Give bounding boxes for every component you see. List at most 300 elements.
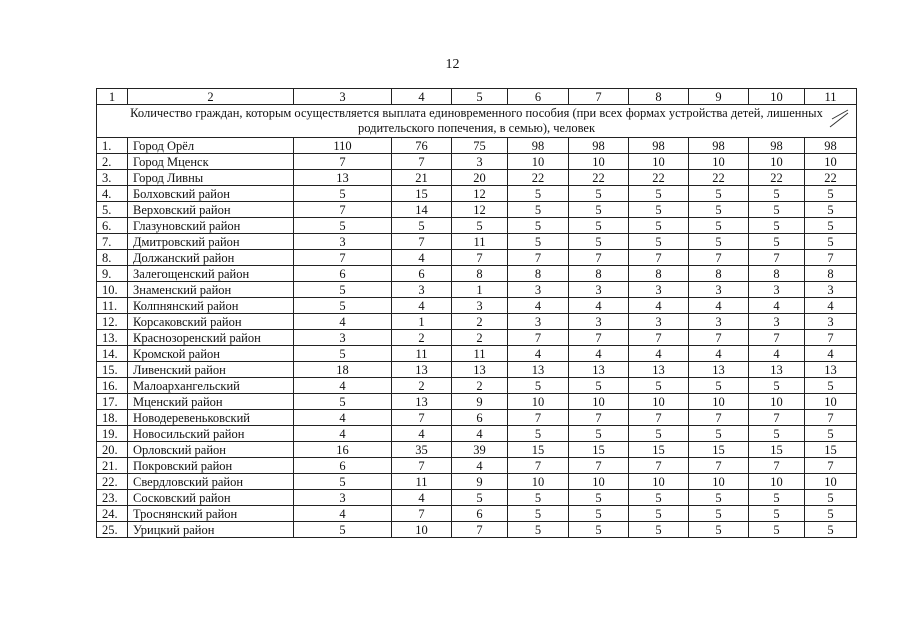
value-cell: 8 (689, 266, 749, 282)
value-cell: 4 (392, 298, 452, 314)
table-row (97, 250, 857, 266)
value-cell: 3 (689, 282, 749, 298)
value-cell: 110 (294, 138, 392, 154)
value-cell: 4 (569, 298, 629, 314)
value-cell: 10 (749, 154, 805, 170)
value-cell: 7 (629, 458, 689, 474)
value-cell: 3 (508, 282, 569, 298)
value-cell: 5 (629, 378, 689, 394)
table-row (97, 346, 857, 362)
value-cell: 7 (749, 458, 805, 474)
district-name: Корсаковский район (128, 314, 294, 330)
value-cell: 5 (805, 186, 857, 202)
value-cell: 10 (749, 394, 805, 410)
value-cell: 10 (569, 154, 629, 170)
value-cell: 10 (508, 474, 569, 490)
value-cell: 22 (749, 170, 805, 186)
district-name: Новодеревеньковский (128, 410, 294, 426)
value-cell: 4 (392, 426, 452, 442)
row-number: 14. (97, 346, 128, 362)
value-cell: 12 (452, 202, 508, 218)
value-cell: 7 (392, 234, 452, 250)
table-caption (97, 105, 857, 138)
district-name: Орловский район (128, 442, 294, 458)
district-name: Свердловский район (128, 474, 294, 490)
value-cell: 10 (508, 394, 569, 410)
value-cell: 5 (294, 346, 392, 362)
value-cell: 7 (569, 330, 629, 346)
value-cell: 5 (294, 282, 392, 298)
value-cell: 7 (508, 250, 569, 266)
value-cell: 5 (452, 490, 508, 506)
table-row (97, 202, 857, 218)
row-number: 12. (97, 314, 128, 330)
value-cell: 13 (392, 394, 452, 410)
row-number: 13. (97, 330, 128, 346)
row-number: 6. (97, 218, 128, 234)
value-cell: 4 (629, 298, 689, 314)
value-cell: 98 (629, 138, 689, 154)
value-cell: 4 (392, 490, 452, 506)
value-cell: 5 (805, 378, 857, 394)
value-cell: 7 (452, 250, 508, 266)
value-cell: 98 (508, 138, 569, 154)
value-cell: 4 (294, 378, 392, 394)
value-cell: 5 (629, 522, 689, 538)
value-cell: 10 (569, 474, 629, 490)
value-cell: 5 (569, 522, 629, 538)
value-cell: 5 (294, 522, 392, 538)
value-cell: 3 (629, 282, 689, 298)
header-cell: 1 (97, 89, 128, 105)
value-cell: 5 (508, 490, 569, 506)
value-cell: 8 (805, 266, 857, 282)
value-cell: 4 (294, 426, 392, 442)
value-cell: 7 (569, 410, 629, 426)
value-cell: 20 (452, 170, 508, 186)
value-cell: 5 (569, 218, 629, 234)
value-cell: 7 (629, 410, 689, 426)
table-row (97, 154, 857, 170)
value-cell: 5 (629, 506, 689, 522)
value-cell: 13 (452, 362, 508, 378)
row-number: 21. (97, 458, 128, 474)
value-cell: 76 (392, 138, 452, 154)
district-name: Новосильский район (128, 426, 294, 442)
value-cell: 5 (689, 202, 749, 218)
pen-mark-icon (828, 107, 850, 129)
value-cell: 7 (629, 250, 689, 266)
value-cell: 5 (689, 218, 749, 234)
value-cell: 15 (805, 442, 857, 458)
value-cell: 5 (569, 378, 629, 394)
value-cell: 12 (452, 186, 508, 202)
header-cell: 9 (689, 89, 749, 105)
row-number: 20. (97, 442, 128, 458)
value-cell: 8 (569, 266, 629, 282)
value-cell: 5 (749, 426, 805, 442)
row-number: 17. (97, 394, 128, 410)
value-cell: 7 (689, 410, 749, 426)
value-cell: 5 (689, 234, 749, 250)
value-cell: 9 (452, 394, 508, 410)
value-cell: 4 (392, 250, 452, 266)
value-cell: 5 (392, 218, 452, 234)
value-cell: 7 (805, 410, 857, 426)
value-cell: 75 (452, 138, 508, 154)
value-cell: 7 (392, 458, 452, 474)
value-cell: 13 (392, 362, 452, 378)
value-cell: 5 (508, 522, 569, 538)
value-cell: 4 (689, 298, 749, 314)
district-name: Глазуновский район (128, 218, 294, 234)
value-cell: 7 (294, 202, 392, 218)
value-cell: 5 (569, 506, 629, 522)
value-cell: 5 (805, 234, 857, 250)
value-cell: 3 (749, 282, 805, 298)
value-cell: 2 (452, 330, 508, 346)
value-cell: 5 (749, 490, 805, 506)
value-cell: 35 (392, 442, 452, 458)
header-cell: 4 (392, 89, 452, 105)
table-row (97, 314, 857, 330)
district-name: Сосковский район (128, 490, 294, 506)
value-cell: 5 (508, 202, 569, 218)
value-cell: 4 (749, 346, 805, 362)
table-row (97, 234, 857, 250)
district-name: Знаменский район (128, 282, 294, 298)
value-cell: 21 (392, 170, 452, 186)
header-cell: 7 (569, 89, 629, 105)
row-number: 9. (97, 266, 128, 282)
value-cell: 7 (805, 250, 857, 266)
value-cell: 5 (508, 234, 569, 250)
value-cell: 4 (294, 410, 392, 426)
table-row (97, 378, 857, 394)
row-number: 2. (97, 154, 128, 170)
value-cell: 11 (392, 346, 452, 362)
district-name: Краснозоренский район (128, 330, 294, 346)
value-cell: 15 (508, 442, 569, 458)
value-cell: 3 (452, 154, 508, 170)
value-cell: 3 (569, 282, 629, 298)
value-cell: 6 (452, 410, 508, 426)
value-cell: 11 (452, 234, 508, 250)
value-cell: 7 (392, 506, 452, 522)
header-cell: 5 (452, 89, 508, 105)
value-cell: 5 (689, 490, 749, 506)
district-name: Город Орёл (128, 138, 294, 154)
value-cell: 10 (508, 154, 569, 170)
value-cell: 5 (629, 426, 689, 442)
value-cell: 98 (749, 138, 805, 154)
value-cell: 4 (749, 298, 805, 314)
row-number: 4. (97, 186, 128, 202)
value-cell: 5 (569, 426, 629, 442)
value-cell: 15 (569, 442, 629, 458)
value-cell: 1 (392, 314, 452, 330)
value-cell: 5 (508, 506, 569, 522)
value-cell: 10 (689, 394, 749, 410)
value-cell: 13 (689, 362, 749, 378)
value-cell: 22 (629, 170, 689, 186)
row-number: 22. (97, 474, 128, 490)
table-row (97, 218, 857, 234)
row-number: 15. (97, 362, 128, 378)
value-cell: 4 (452, 458, 508, 474)
value-cell: 5 (749, 218, 805, 234)
value-cell: 98 (569, 138, 629, 154)
value-cell: 7 (392, 154, 452, 170)
value-cell: 10 (805, 154, 857, 170)
value-cell: 5 (805, 490, 857, 506)
value-cell: 4 (569, 346, 629, 362)
value-cell: 15 (689, 442, 749, 458)
value-cell: 7 (294, 154, 392, 170)
district-name: Колпнянский район (128, 298, 294, 314)
value-cell: 13 (805, 362, 857, 378)
value-cell: 10 (689, 154, 749, 170)
value-cell: 10 (569, 394, 629, 410)
value-cell: 98 (805, 138, 857, 154)
value-cell: 4 (689, 346, 749, 362)
value-cell: 7 (392, 410, 452, 426)
value-cell: 3 (805, 314, 857, 330)
value-cell: 7 (629, 330, 689, 346)
value-cell: 5 (749, 378, 805, 394)
district-name: Покровский район (128, 458, 294, 474)
value-cell: 3 (805, 282, 857, 298)
value-cell: 3 (508, 314, 569, 330)
value-cell: 13 (569, 362, 629, 378)
row-number: 8. (97, 250, 128, 266)
table-row (97, 426, 857, 442)
value-cell: 5 (805, 218, 857, 234)
value-cell: 4 (805, 346, 857, 362)
header-cell: 2 (128, 89, 294, 105)
value-cell: 7 (689, 330, 749, 346)
district-name: Дмитровский район (128, 234, 294, 250)
value-cell: 7 (508, 410, 569, 426)
table-row (97, 266, 857, 282)
value-cell: 5 (508, 218, 569, 234)
table-row (97, 186, 857, 202)
value-cell: 5 (508, 186, 569, 202)
value-cell: 4 (452, 426, 508, 442)
value-cell: 7 (689, 458, 749, 474)
value-cell: 5 (689, 378, 749, 394)
value-cell: 5 (749, 522, 805, 538)
row-number: 10. (97, 282, 128, 298)
value-cell: 5 (629, 490, 689, 506)
table-row (97, 362, 857, 378)
table-row (97, 138, 857, 154)
value-cell: 5 (629, 202, 689, 218)
value-cell: 9 (452, 474, 508, 490)
value-cell: 4 (508, 298, 569, 314)
table-row (97, 282, 857, 298)
value-cell: 13 (629, 362, 689, 378)
caption-row (97, 105, 857, 138)
value-cell: 3 (392, 282, 452, 298)
table-row (97, 522, 857, 538)
value-cell: 8 (452, 266, 508, 282)
value-cell: 3 (569, 314, 629, 330)
value-cell: 15 (392, 186, 452, 202)
table-row (97, 506, 857, 522)
value-cell: 3 (294, 330, 392, 346)
value-cell: 5 (689, 186, 749, 202)
value-cell: 3 (629, 314, 689, 330)
value-cell: 6 (294, 266, 392, 282)
value-cell: 7 (749, 330, 805, 346)
value-cell: 4 (805, 298, 857, 314)
value-cell: 5 (294, 474, 392, 490)
value-cell: 15 (749, 442, 805, 458)
value-cell: 5 (749, 186, 805, 202)
value-cell: 2 (392, 330, 452, 346)
value-cell: 7 (452, 522, 508, 538)
value-cell: 13 (508, 362, 569, 378)
district-name: Кромской район (128, 346, 294, 362)
row-number: 11. (97, 298, 128, 314)
value-cell: 5 (749, 506, 805, 522)
data-table (96, 88, 857, 538)
header-cell: 10 (749, 89, 805, 105)
value-cell: 3 (689, 314, 749, 330)
value-cell: 5 (508, 378, 569, 394)
district-name: Троснянский район (128, 506, 294, 522)
value-cell: 5 (629, 234, 689, 250)
value-cell: 5 (508, 426, 569, 442)
value-cell: 7 (294, 250, 392, 266)
value-cell: 22 (569, 170, 629, 186)
row-number: 18. (97, 410, 128, 426)
value-cell: 39 (452, 442, 508, 458)
value-cell: 13 (294, 170, 392, 186)
value-cell: 5 (749, 202, 805, 218)
row-number: 5. (97, 202, 128, 218)
value-cell: 5 (689, 426, 749, 442)
value-cell: 5 (805, 426, 857, 442)
table-row (97, 458, 857, 474)
row-number: 16. (97, 378, 128, 394)
district-name: Город Ливны (128, 170, 294, 186)
value-cell: 5 (805, 202, 857, 218)
value-cell: 15 (629, 442, 689, 458)
value-cell: 10 (629, 474, 689, 490)
value-cell: 2 (392, 378, 452, 394)
value-cell: 6 (452, 506, 508, 522)
value-cell: 14 (392, 202, 452, 218)
value-cell: 98 (689, 138, 749, 154)
caption-text: Количество граждан, которым осуществляется выплата единовременного пособия (при всех формах устройства детей, лишенных родительского попечения, в семью), человек (130, 106, 823, 135)
page-number: 12 (445, 57, 460, 72)
value-cell: 7 (805, 458, 857, 474)
value-cell: 5 (629, 186, 689, 202)
table-row (97, 442, 857, 458)
table-row (97, 474, 857, 490)
header-cell: 3 (294, 89, 392, 105)
value-cell: 13 (749, 362, 805, 378)
district-name: Малоархангельский (128, 378, 294, 394)
value-cell: 7 (508, 458, 569, 474)
value-cell: 6 (294, 458, 392, 474)
value-cell: 4 (508, 346, 569, 362)
value-cell: 10 (392, 522, 452, 538)
value-cell: 3 (294, 234, 392, 250)
value-cell: 5 (294, 186, 392, 202)
value-cell: 3 (452, 298, 508, 314)
district-name: Должанский район (128, 250, 294, 266)
district-name: Мценский район (128, 394, 294, 410)
value-cell: 2 (452, 314, 508, 330)
row-number: 3. (97, 170, 128, 186)
value-cell: 5 (294, 298, 392, 314)
value-cell: 18 (294, 362, 392, 378)
value-cell: 22 (805, 170, 857, 186)
row-number: 23. (97, 490, 128, 506)
value-cell: 5 (629, 218, 689, 234)
value-cell: 7 (749, 410, 805, 426)
value-cell: 10 (629, 394, 689, 410)
value-cell: 7 (569, 458, 629, 474)
district-name: Болховский район (128, 186, 294, 202)
value-cell: 5 (805, 506, 857, 522)
row-number: 25. (97, 522, 128, 538)
district-name: Город Мценск (128, 154, 294, 170)
value-cell: 5 (569, 186, 629, 202)
value-cell: 11 (452, 346, 508, 362)
value-cell: 10 (805, 394, 857, 410)
row-number: 1. (97, 138, 128, 154)
district-name: Ливенский район (128, 362, 294, 378)
row-number: 24. (97, 506, 128, 522)
value-cell: 10 (689, 474, 749, 490)
value-cell: 7 (569, 250, 629, 266)
row-number: 19. (97, 426, 128, 442)
value-cell: 4 (629, 346, 689, 362)
value-cell: 8 (629, 266, 689, 282)
value-cell: 3 (749, 314, 805, 330)
table-row (97, 394, 857, 410)
table-row (97, 170, 857, 186)
value-cell: 5 (569, 234, 629, 250)
value-cell: 7 (805, 330, 857, 346)
value-cell: 5 (569, 490, 629, 506)
value-cell: 5 (452, 218, 508, 234)
value-cell: 5 (689, 522, 749, 538)
value-cell: 10 (805, 474, 857, 490)
value-cell: 22 (689, 170, 749, 186)
header-cell: 11 (805, 89, 857, 105)
value-cell: 10 (749, 474, 805, 490)
header-row (97, 89, 857, 105)
header-cell: 6 (508, 89, 569, 105)
row-number: 7. (97, 234, 128, 250)
value-cell: 4 (294, 314, 392, 330)
value-cell: 22 (508, 170, 569, 186)
value-cell: 10 (629, 154, 689, 170)
district-name: Верховский район (128, 202, 294, 218)
value-cell: 5 (294, 394, 392, 410)
value-cell: 8 (749, 266, 805, 282)
value-cell: 5 (749, 234, 805, 250)
table-row (97, 490, 857, 506)
table-row (97, 330, 857, 346)
value-cell: 6 (392, 266, 452, 282)
value-cell: 2 (452, 378, 508, 394)
